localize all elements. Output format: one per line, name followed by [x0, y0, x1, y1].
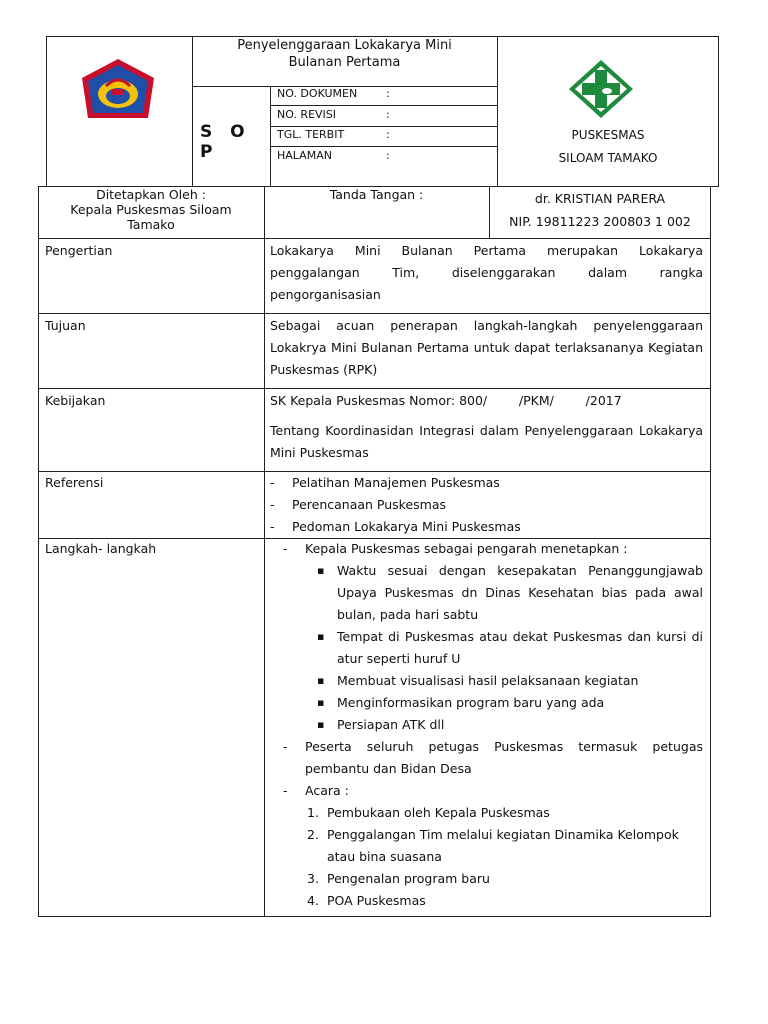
- meta-row-line-1: [270, 105, 497, 106]
- kebijakan-decree: SK Kepala Puskesmas Nomor: 800/ /PKM/ /2017: [270, 393, 622, 408]
- document-title: [192, 37, 497, 71]
- langkah-intro: - Kepala Puskesmas sebagai pengarah menetapkan :: [305, 538, 703, 560]
- sop-divider: [270, 86, 271, 187]
- langkah-sub-item: ▪ Menginformasikan program baru yang ada: [337, 692, 703, 714]
- title-line-2: Bulanan Pertama: [288, 55, 401, 70]
- acara-item: 3. Pengenalan program baru: [327, 868, 703, 890]
- langkah-sub-list: [305, 560, 703, 736]
- referensi-item: - Pelatihan Manajemen Puskesmas: [292, 472, 703, 494]
- langkah-peserta: - Peserta seluruh petugas Puskesmas termasuk petugas pembantu dan Bidan Desa: [305, 736, 703, 780]
- org-name-line-2: SILOAM TAMAKO: [558, 151, 658, 165]
- sop-label: S O P: [200, 122, 251, 162]
- label-column-divider: [264, 186, 265, 917]
- meta-colon-3: :: [386, 128, 390, 141]
- set-by-line-3: Tamako: [127, 217, 175, 232]
- signature-label: Tanda Tangan :: [329, 187, 424, 202]
- set-by-block: [38, 187, 264, 232]
- row-line-pengertian: [38, 313, 711, 314]
- kebijakan-subject: Tentang Koordinasidan Integrasi dalam Penyelenggaraan Lokakarya Mini Puskesmas: [270, 423, 703, 460]
- acara-number: 1.: [307, 805, 319, 820]
- set-by-line-2: Kepala Puskesmas Siloam: [70, 202, 232, 217]
- meta-colon-2: :: [386, 108, 390, 121]
- tujuan-text: Sebagai acuan penerapan langkah-langkah penyelenggaraan Lokakrya Mini Bulanan Pertama untuk dapat terlaksananya Kegiatan Puskesmas (RPK): [270, 318, 703, 377]
- row-label-kebijakan: Kebijakan: [45, 393, 106, 408]
- referensi-item: - Perencanaan Puskesmas: [292, 494, 703, 516]
- referensi-item: - Pedoman Lokakarya Mini Puskesmas: [292, 516, 703, 538]
- langkah-sub-item: ▪ Waktu sesuai dengan kesepakatan Penanggungjawab Upaya Puskesmas dn Dinas Kesehatan bias pada awal bulan, pada hari sabtu: [337, 560, 703, 626]
- acara-item: 2. Penggalangan Tim melalui kegiatan Dinamika Kelompok atau bina suasana: [327, 824, 703, 868]
- signer-nip: NIP. 19811223 200803 1 002: [509, 214, 691, 229]
- acara-number: 4.: [307, 893, 319, 908]
- set-by-line-1: Ditetapkan Oleh :: [96, 187, 206, 202]
- meta-label-no-revisi: NO. REVISI: [277, 108, 337, 121]
- acara-list: [305, 802, 703, 912]
- row-label-tujuan: Tujuan: [45, 318, 86, 333]
- acara-item: 1. Pembukaan oleh Kepala Puskesmas: [327, 802, 703, 824]
- meta-row-line-3: [270, 146, 497, 147]
- puskesmas-cross-logo: [566, 58, 636, 120]
- referensi-list: [292, 472, 703, 538]
- langkah-sub-item: ▪ Tempat di Puskesmas atau dekat Puskesmas dan kursi di atur seperti huruf U: [337, 626, 703, 670]
- district-emblem-logo: [78, 56, 158, 124]
- meta-colon-1: :: [386, 87, 390, 100]
- row-label-pengertian: Pengertian: [45, 243, 113, 258]
- title-line-1: Penyelenggaraan Lokakarya Mini: [237, 38, 452, 53]
- meta-label-no-dokumen: NO. DOKUMEN: [277, 87, 358, 100]
- row-line-signature: [38, 238, 711, 239]
- signer-name: dr. KRISTIAN PARERA: [534, 191, 666, 206]
- langkah-sub-item: ▪ Persiapan ATK dll: [337, 714, 703, 736]
- meta-label-tgl-terbit: TGL. TERBIT: [277, 128, 345, 141]
- meta-colon-4: :: [386, 149, 390, 162]
- row-line-tujuan: [38, 388, 711, 389]
- langkah-sub-item: ▪ Membuat visualisasi hasil pelaksanaan kegiatan: [337, 670, 703, 692]
- org-name-line-1: PUSKESMAS: [571, 128, 645, 142]
- acara-item: 4. POA Puskesmas: [327, 890, 703, 912]
- acara-number: 3.: [307, 871, 319, 886]
- acara-number: 2.: [307, 827, 319, 842]
- langkah-content: [305, 538, 703, 912]
- row-label-langkah: Langkah- langkah: [45, 541, 157, 556]
- pengertian-text: Lokakarya Mini Bulanan Pertama merupakan Lokakarya penggalangan Tim, diselenggarakan dalam rangka pengorganisasian: [270, 243, 703, 302]
- row-label-referensi: Referensi: [45, 475, 104, 490]
- langkah-acara-label: - Acara :: [305, 780, 703, 802]
- meta-label-halaman: HALAMAN: [277, 149, 332, 162]
- meta-row-line-2: [270, 126, 497, 127]
